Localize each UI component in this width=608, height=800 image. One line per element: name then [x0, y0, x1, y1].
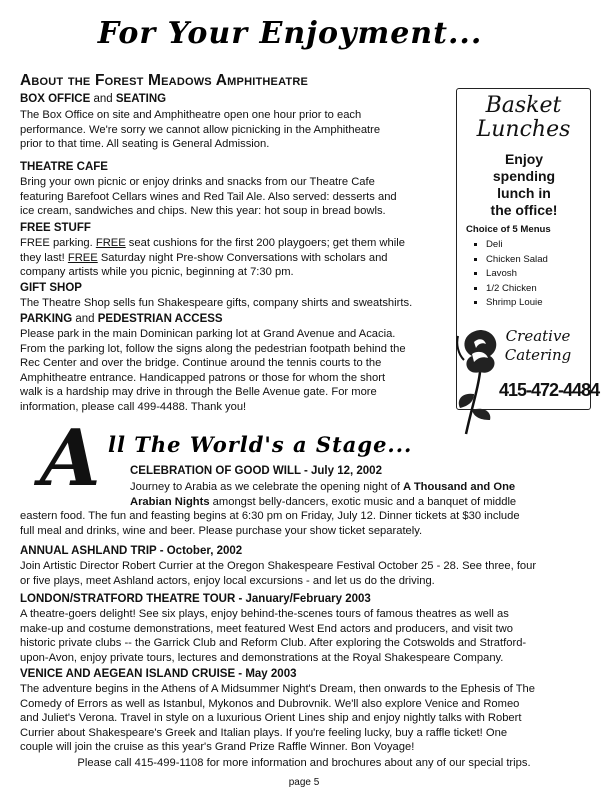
- text-line: company artists while you picnic, beginning at 7:30 pm.: [20, 266, 294, 279]
- text-line: featuring Barefoot Cellars wines and Red Tail Ale. Also served: desserts and: [20, 190, 397, 203]
- text-line: prior to that time. All seating is General Admission.: [20, 138, 270, 151]
- text-span: seat cushions for the first 200 playgoers; get them while: [125, 237, 405, 249]
- text-line: historic private clubs -- the Garrick Club and Reform Club. After exploring the Cotswolds and Stratford-: [20, 637, 527, 650]
- theatre-cafe-text: [20, 175, 450, 219]
- box-office-label: BOX OFFICE: [20, 93, 91, 105]
- ad-caterer-line: Creative: [505, 327, 571, 345]
- text-line: The adventure begins in the Athens of A Midsummer Night's Dream, then onwards to the Ephesis of The: [20, 683, 535, 695]
- ad-title-line: Basket: [485, 93, 562, 118]
- text-line: and Juliet's Verona. Travel in style on a luxurious Orient Lines ship and enjoy nightly talks with Robert: [20, 712, 522, 725]
- text-line: [130, 495, 600, 510]
- drop-cap-letter: A: [40, 413, 101, 504]
- event-heading: ANNUAL ASHLAND TRIP - October, 2002: [20, 545, 243, 557]
- ad-menu-item: ▪ Deli: [486, 238, 596, 253]
- text-line: [20, 236, 450, 251]
- ad-phone-number: 415-472-4484: [499, 380, 600, 400]
- text-line: Currier about Shakespeare's Greek and Italian plays. If you're feeling lucky, buy a raffle ticket! One: [20, 726, 508, 739]
- underlined-free: FREE: [95, 237, 126, 249]
- heading-conjunction: and: [90, 93, 116, 105]
- ad-menu-item: ▪ 1/2 Chicken: [486, 282, 596, 297]
- event-text: [20, 559, 600, 588]
- text-line: Please park in the main Dominican parking lot at Grand Avenue and Acacia.: [20, 328, 396, 340]
- parking-label: PARKING: [20, 313, 73, 325]
- pedestrian-access-label: PEDESTRIAN ACCESS: [97, 313, 223, 325]
- text-span: Saturday night Pre-show Conversations with scholars and: [97, 251, 388, 264]
- text-line: full meal and drinks, wine and beer. Please purchase your show ticket separately.: [20, 524, 423, 537]
- event-text: [130, 480, 600, 509]
- heading-conjunction: and: [72, 313, 98, 325]
- ad-tagline-line: spending: [492, 168, 556, 184]
- seating-label: SEATING: [115, 93, 167, 105]
- text-line: [20, 251, 450, 266]
- ad-title: [456, 94, 591, 142]
- parking-heading: [20, 313, 223, 325]
- text-line: information, please call 499-4488. Thank you!: [20, 400, 247, 413]
- gift-shop-text: The Theatre Shop sells fun Shakespeare gifts, company shirts and sweatshirts.: [20, 297, 413, 309]
- ad-caterer-line: Catering: [504, 346, 572, 364]
- text-span: FREE parking.: [20, 237, 96, 249]
- ad-menu-item: ▪ Chicken Salad: [486, 253, 596, 268]
- text-span: they last!: [20, 251, 68, 264]
- ad-menu-item: ▪ Lavosh: [486, 267, 596, 282]
- ad-tagline-line: Enjoy: [504, 151, 544, 167]
- event-text: [20, 509, 600, 538]
- text-line: Join Artistic Director Robert Currier at the Oregon Shakespeare Festival October 25 - 28. See three, four: [20, 560, 537, 572]
- gift-shop-heading: GIFT SHOP: [20, 282, 82, 294]
- free-stuff-text: [20, 236, 450, 280]
- text-line: The Box Office on site and Amphitheatre open one hour prior to each: [20, 109, 362, 121]
- section-heading-amphitheatre: About the Forest Meadows Amphitheatre: [20, 72, 309, 89]
- ad-menu-item: ▪ Shrimp Louie: [486, 296, 596, 311]
- ad-caterer-name: [488, 327, 588, 365]
- parking-text: [20, 327, 460, 415]
- underlined-free: FREE: [67, 251, 98, 264]
- text-line: or five plays, meet Ashland actors, enjoy local excursions - and let us do the driving.: [20, 574, 435, 587]
- box-office-text: [20, 108, 450, 152]
- event-text: [20, 682, 604, 755]
- text-line: From the parking lot, follow the signs along the pedestrian footpath behind the: [20, 342, 406, 355]
- theatre-cafe-heading: THEATRE CAFE: [20, 161, 108, 173]
- ad-menu-heading: Choice of 5 Menus: [466, 224, 551, 235]
- text-line: couple will join the cruise as this year's Grand Prize Raffle Winner. Bon Voyage!: [20, 741, 415, 754]
- text-line: Bring your own picnic or enjoy drinks and snacks from our Theatre Cafe: [20, 176, 375, 188]
- text-line: A theatre-goers delight! See six plays, enjoy behind-the-scenes tours of famous theatres as well as: [20, 608, 509, 620]
- ad-tagline-line: the office!: [490, 202, 558, 218]
- event-text: [20, 607, 600, 665]
- event-heading: CELEBRATION OF GOOD WILL - July 12, 2002: [130, 465, 382, 477]
- text-line: Comedy of Errors as well as Istanbul, Mykonos and Dubrovnik. We'll also explore Venice and Romeo: [20, 697, 520, 710]
- text-line: performance. We're sorry we cannot allow picnicking in the Amphitheatre: [20, 123, 381, 136]
- text-span: amongst belly-dancers, exotic music and a banquet of middle: [209, 495, 517, 508]
- text-line: Amphitheatre entrance. Handicapped patrons or those for whom the short: [20, 371, 386, 384]
- event-heading: LONDON/STRATFORD THEATRE TOUR - January/February 2003: [20, 593, 371, 605]
- text-line: walk is a hardship may drive in through the Belle Avenue gate. For more: [20, 386, 377, 399]
- closing-note: Please call 415-499-1108 for more information and brochures about any of our special trips.: [77, 757, 531, 769]
- event-heading: VENICE AND AEGEAN ISLAND CRUISE - May 2003: [20, 668, 297, 680]
- stage-section-title: ll The World's a Stage...: [108, 432, 413, 457]
- page-title: For Your Enjoyment...: [97, 16, 483, 51]
- ad-title-line: Lunches: [476, 117, 571, 142]
- show-title: Arabian Nights: [130, 495, 210, 508]
- text-span: Journey to Arabia as we celebrate the opening night of: [130, 481, 404, 493]
- show-title: A Thousand and One: [403, 481, 516, 493]
- ad-tagline-line: lunch in: [497, 185, 551, 201]
- text-line: make-up and costume demonstrations, meet featured West End actors and producers, and visit two: [20, 622, 513, 635]
- ad-tagline: [460, 151, 588, 219]
- free-stuff-heading: FREE STUFF: [20, 222, 91, 234]
- text-line: eastern food. The fun and feasting begins at 6:30 pm on Friday, July 12. Dinner tickets at $30 include: [20, 510, 520, 522]
- page-number: page 5: [288, 777, 320, 788]
- text-line: ice cream, sandwiches and chips. New this year: hot soup in bread bowls.: [20, 205, 386, 218]
- text-line: [130, 480, 600, 495]
- text-line: upon-Avon, enjoy private tours, lectures and demonstrations at the Royal Shakespeare Company.: [20, 651, 504, 664]
- box-office-heading: [20, 93, 166, 105]
- ad-menu-list: [476, 238, 596, 311]
- text-line: Rec Center and over the bridge. Continue around the tennis courts to the: [20, 357, 382, 370]
